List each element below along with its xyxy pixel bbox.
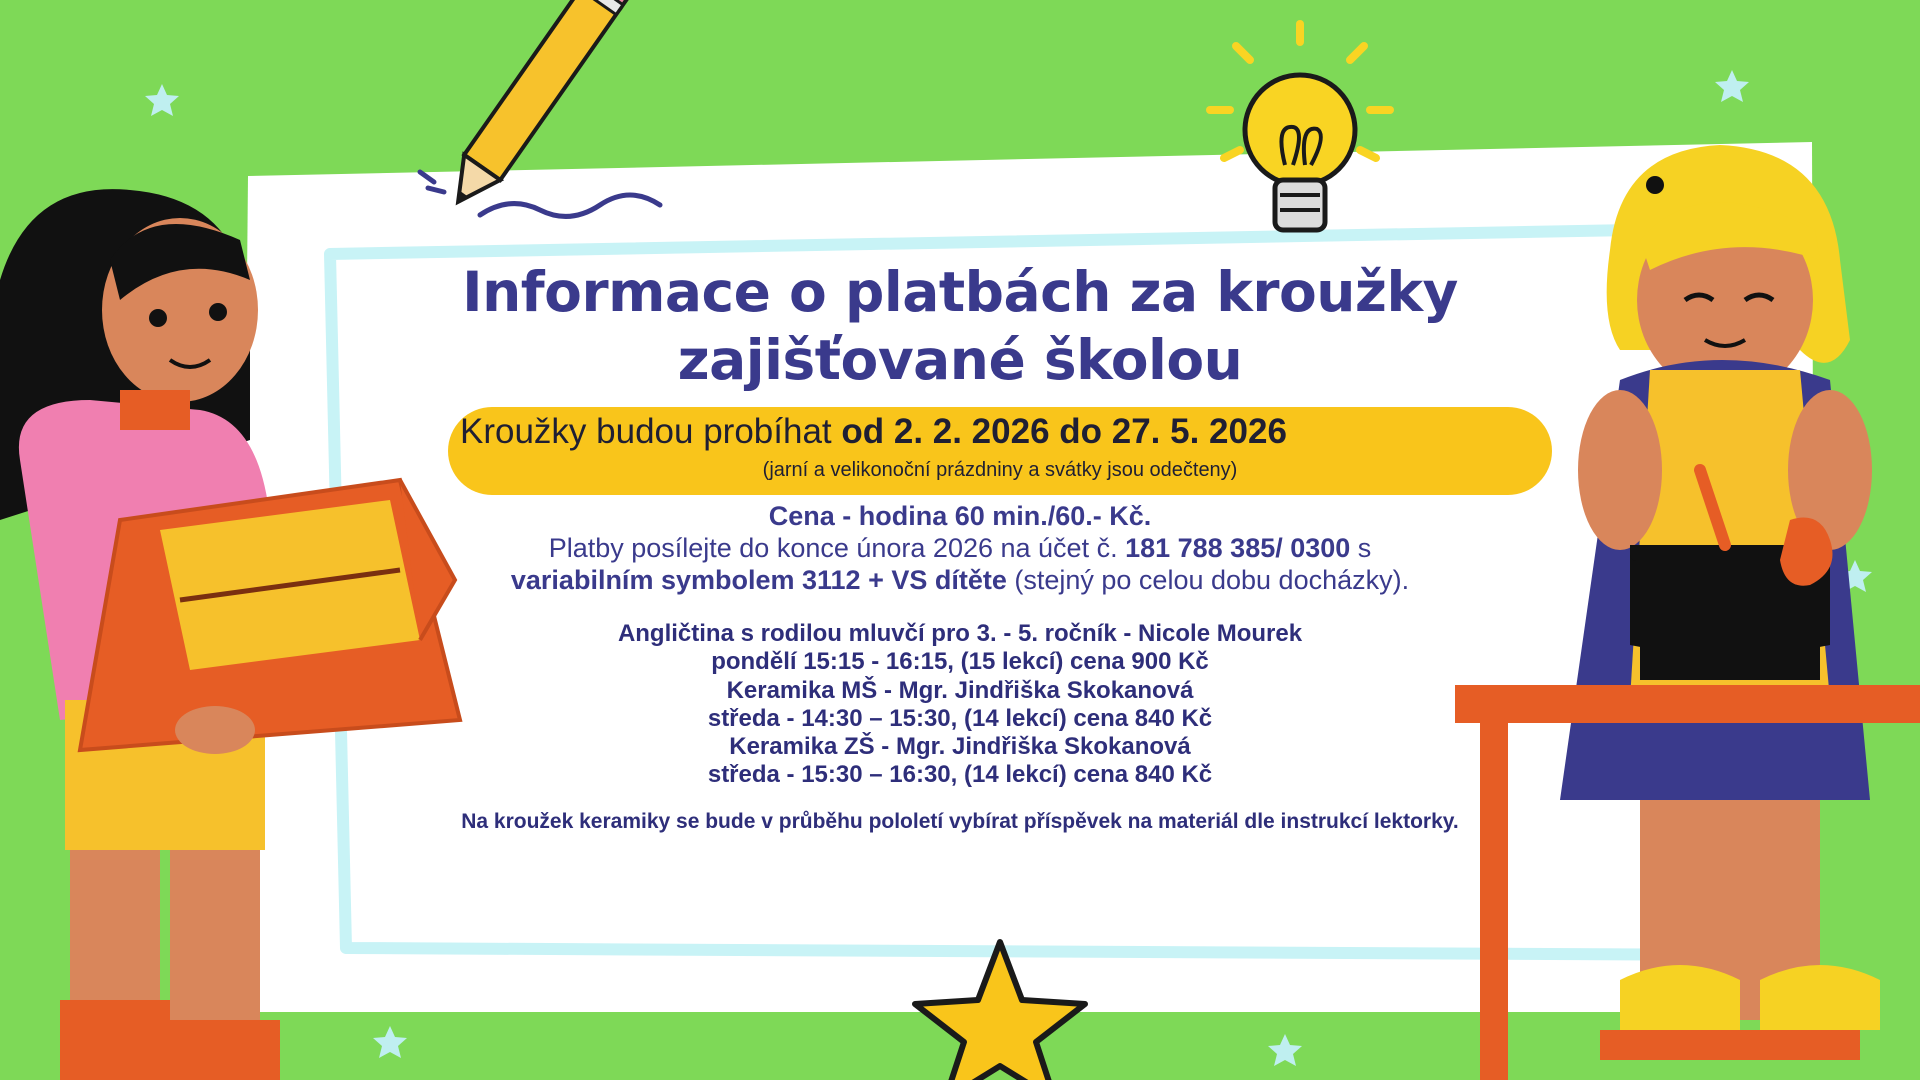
ceramics-note: Na kroužek keramiky se bude v průběhu pololetí vybírat příspěvek na materiál dle instrukcí lektorky. bbox=[461, 810, 1459, 833]
period-prefix: Kroužky budou probíhat bbox=[460, 412, 842, 451]
bank-account: 181 788 385/ 0300 bbox=[1125, 533, 1351, 563]
title-line-2: zajišťované školou bbox=[677, 328, 1243, 392]
payment-instructions-line-1 bbox=[0, 532, 1920, 564]
course-line: Keramika MŠ - Mgr. Jindřiška Skokanová bbox=[726, 676, 1194, 704]
course-line: pondělí 15:15 - 16:15, (15 lekcí) cena 900 Kč bbox=[711, 648, 1209, 676]
variable-symbol: variabilním symbolem 3112 + VS dítěte bbox=[510, 565, 1007, 595]
payment-line1-post: s bbox=[1350, 533, 1372, 563]
course-line: Angličtina s rodilou mluvčí pro 3. - 5. ročník - Nicole Mourek bbox=[617, 620, 1303, 647]
period-line bbox=[460, 412, 1287, 452]
payment-line1-pre: Platby posílejte do konce února 2026 na účet č. bbox=[548, 533, 1126, 563]
payment-instructions-line-2 bbox=[0, 564, 1920, 596]
course-line: středa - 15:30 – 16:30, (14 lekcí) cena 840 Kč bbox=[707, 761, 1213, 789]
payment-line2-post: (stejný po celou dobu docházky). bbox=[1006, 565, 1410, 595]
title-line-1: Informace o platbách za kroužky bbox=[462, 260, 1458, 324]
period-note: (jarní a velikonoční prázdniny a svátky jsou odečteny) bbox=[762, 459, 1238, 481]
page-title bbox=[0, 258, 1920, 394]
price-info: Cena - hodina 60 min./60.- Kč. bbox=[768, 501, 1152, 531]
course-list bbox=[0, 620, 1920, 790]
course-line: Keramika ZŠ - Mgr. Jindřiška Skokanová bbox=[729, 733, 1191, 761]
course-line: středa - 14:30 – 15:30, (14 lekcí) cena 840 Kč bbox=[707, 704, 1213, 732]
period-dates: od 2. 2. 2026 do 27. 5. 2026 bbox=[841, 412, 1287, 451]
